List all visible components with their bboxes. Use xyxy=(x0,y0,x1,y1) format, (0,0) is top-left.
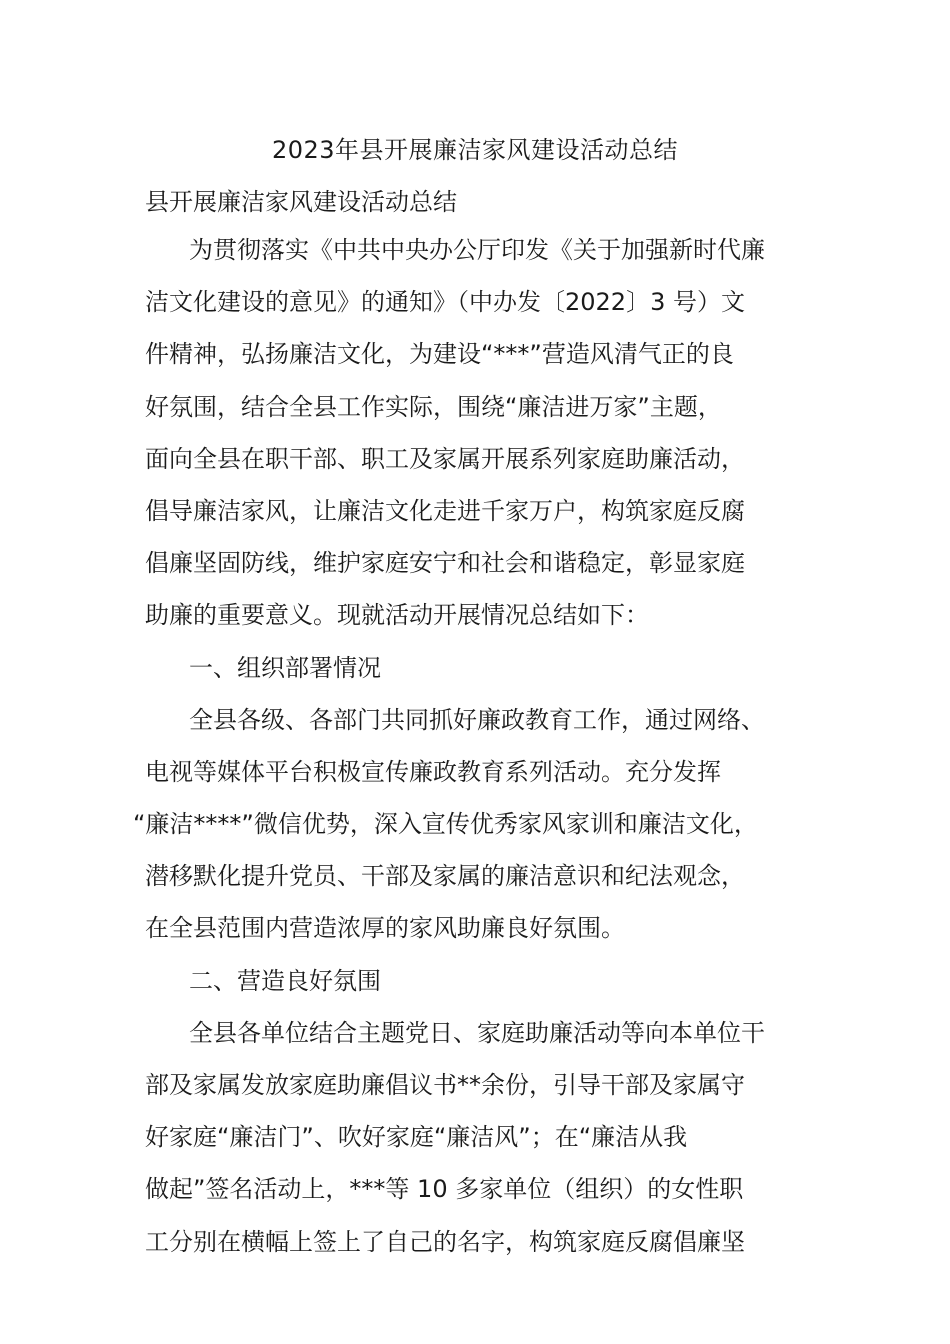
body-line: 部及家属发放家庭助廉倡议书**余份，引导干部及家属守 xyxy=(145,1071,745,1099)
body-line: 全县各单位结合主题党日、家庭助廉活动等向本单位干 xyxy=(189,1018,765,1047)
body-line: 为贯彻落实《中共中央办公厅印发《关于加强新时代廉 xyxy=(189,236,765,264)
body-line: 潜移默化提升党员、干部及家属的廉洁意识和纪法观念， xyxy=(145,862,745,891)
document-body xyxy=(133,232,825,1276)
body-line: 做起”签名活动上，***等 10 多家单位（组织）的女性职 xyxy=(145,1175,744,1204)
body-line: 倡导廉洁家风，让廉洁文化走进千家万户，构筑家庭反腐 xyxy=(145,496,745,525)
body-line: 面向全县在职干部、职工及家属开展系列家庭助廉活动， xyxy=(145,444,745,473)
document-subtitle: 县开展廉洁家风建设活动总结 xyxy=(145,188,457,216)
body-line: 好氛围，结合全县工作实际，围绕“廉洁进万家”主题， xyxy=(145,392,722,421)
body-line: 件精神，弘扬廉洁文化，为建设“***”营造风清气正的良 xyxy=(145,340,734,369)
section-heading-2: 二、营造良好氛围 xyxy=(189,966,381,995)
document-title: 2023年县开展廉洁家风建设活动总结 xyxy=(271,136,679,164)
body-line: 好家庭“廉洁门”、吹好家庭“廉洁风”；在“廉洁从我 xyxy=(145,1123,688,1152)
body-line: 洁文化建设的意见》的通知》（中办发〔2022〕3 号）文 xyxy=(145,288,745,317)
body-line: 全县各级、各部门共同抓好廉政教育工作，通过网络、 xyxy=(189,705,765,734)
section-heading-1: 一、组织部署情况 xyxy=(189,653,381,682)
body-line: 电视等媒体平台积极宣传廉政教育系列活动。充分发挥 xyxy=(145,757,721,786)
body-line: 助廉的重要意义。现就活动开展情况总结如下： xyxy=(145,601,649,630)
body-line: 工分别在横幅上签上了自己的名字，构筑家庭反腐倡廉坚 xyxy=(145,1227,745,1256)
body-line: “廉洁****”微信优势，深入宣传优秀家风家训和廉洁文化， xyxy=(133,810,758,839)
body-line: 在全县范围内营造浓厚的家风助廉良好氛围。 xyxy=(145,914,625,943)
body-line: 倡廉坚固防线，维护家庭安宁和社会和谐稳定，彰显家庭 xyxy=(145,549,745,578)
